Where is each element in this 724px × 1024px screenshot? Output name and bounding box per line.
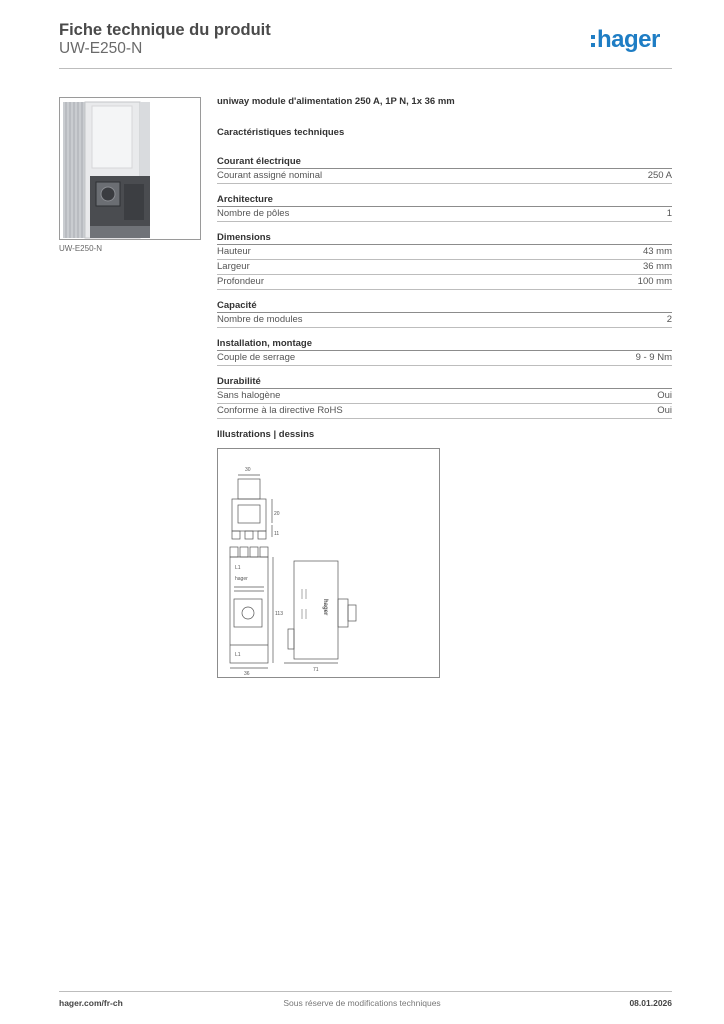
product-photo	[59, 97, 201, 240]
spec-row	[217, 351, 672, 366]
spec-group	[217, 375, 672, 419]
spec-row	[217, 404, 672, 419]
header-divider	[59, 68, 672, 69]
spec-value: 250 A	[647, 170, 672, 181]
spec-row	[217, 260, 672, 275]
spec-value: Oui	[657, 405, 672, 416]
drawing-brand: hager	[235, 576, 248, 582]
spec-label: Sans halogène	[217, 390, 281, 401]
footer-website-link[interactable]: hager.com/fr-ch	[59, 998, 123, 1008]
spec-label: Couple de serrage	[217, 352, 296, 363]
photo-caption: UW-E250-N	[59, 244, 102, 253]
spec-group-title: Durabilité	[217, 375, 672, 389]
technical-drawing	[217, 448, 440, 678]
dim-bottom-width: 36	[244, 671, 250, 677]
logo-text: hager	[597, 26, 660, 53]
illustrations-heading: Illustrations | dessins	[217, 429, 315, 440]
footer-date: 08.01.2026	[629, 998, 672, 1008]
spec-row	[217, 169, 672, 184]
drawing-brand-side: hager	[322, 599, 328, 616]
logo-colon-icon	[591, 32, 595, 48]
spec-label: Nombre de modules	[217, 314, 303, 325]
spec-group	[217, 155, 672, 184]
spec-label: Conforme à la directive RoHS	[217, 405, 343, 416]
spec-group	[217, 193, 672, 222]
dim-height: 113	[275, 611, 283, 617]
dim-side-b: 11	[274, 531, 280, 537]
dim-side-a: 20	[274, 511, 280, 517]
spec-label: Profondeur	[217, 276, 265, 287]
spec-group	[217, 231, 672, 290]
specs-heading: Caractéristiques techniques	[217, 127, 345, 138]
spec-row	[217, 389, 672, 404]
spec-group-title: Installation, montage	[217, 337, 672, 351]
spec-label: Hauteur	[217, 246, 251, 257]
spec-value: 2	[666, 314, 672, 325]
product-reference: UW-E250-N	[59, 40, 143, 57]
spec-group-title: Dimensions	[217, 231, 672, 245]
spec-group	[217, 337, 672, 366]
spec-group-title: Architecture	[217, 193, 672, 207]
footer-notice: Sous réserve de modifications techniques	[283, 998, 441, 1008]
dim-depth: 71	[313, 667, 319, 673]
drawing-l1-top: L1	[235, 565, 241, 571]
spec-row	[217, 207, 672, 222]
spec-label: Largeur	[217, 261, 250, 272]
spec-value: 1	[666, 208, 672, 219]
product-photo-illustration	[60, 98, 201, 240]
product-description: uniway module d'alimentation 250 A, 1P N, 1x 36 mm	[217, 96, 455, 107]
spec-value: 9 - 9 Nm	[635, 352, 672, 363]
spec-row	[217, 275, 672, 290]
spec-content	[217, 96, 672, 678]
spec-value: 100 mm	[637, 276, 672, 287]
spec-group-title: Courant électrique	[217, 155, 672, 169]
spec-row	[217, 313, 672, 328]
spec-group	[217, 299, 672, 328]
page-title: Fiche technique du produit	[59, 21, 271, 39]
footer-divider	[59, 991, 672, 992]
spec-value: 36 mm	[642, 261, 672, 272]
spec-value: 43 mm	[642, 246, 672, 257]
spec-row	[217, 245, 672, 260]
spec-group-title: Capacité	[217, 299, 672, 313]
spec-label: Courant assigné nominal	[217, 170, 323, 181]
technical-drawing-svg	[218, 449, 439, 677]
drawing-l1-bottom: L1	[235, 652, 241, 658]
spec-value: Oui	[657, 390, 672, 401]
spec-label: Nombre de pôles	[217, 208, 290, 219]
hager-logo	[591, 28, 660, 52]
dim-top-width: 30	[245, 467, 251, 473]
